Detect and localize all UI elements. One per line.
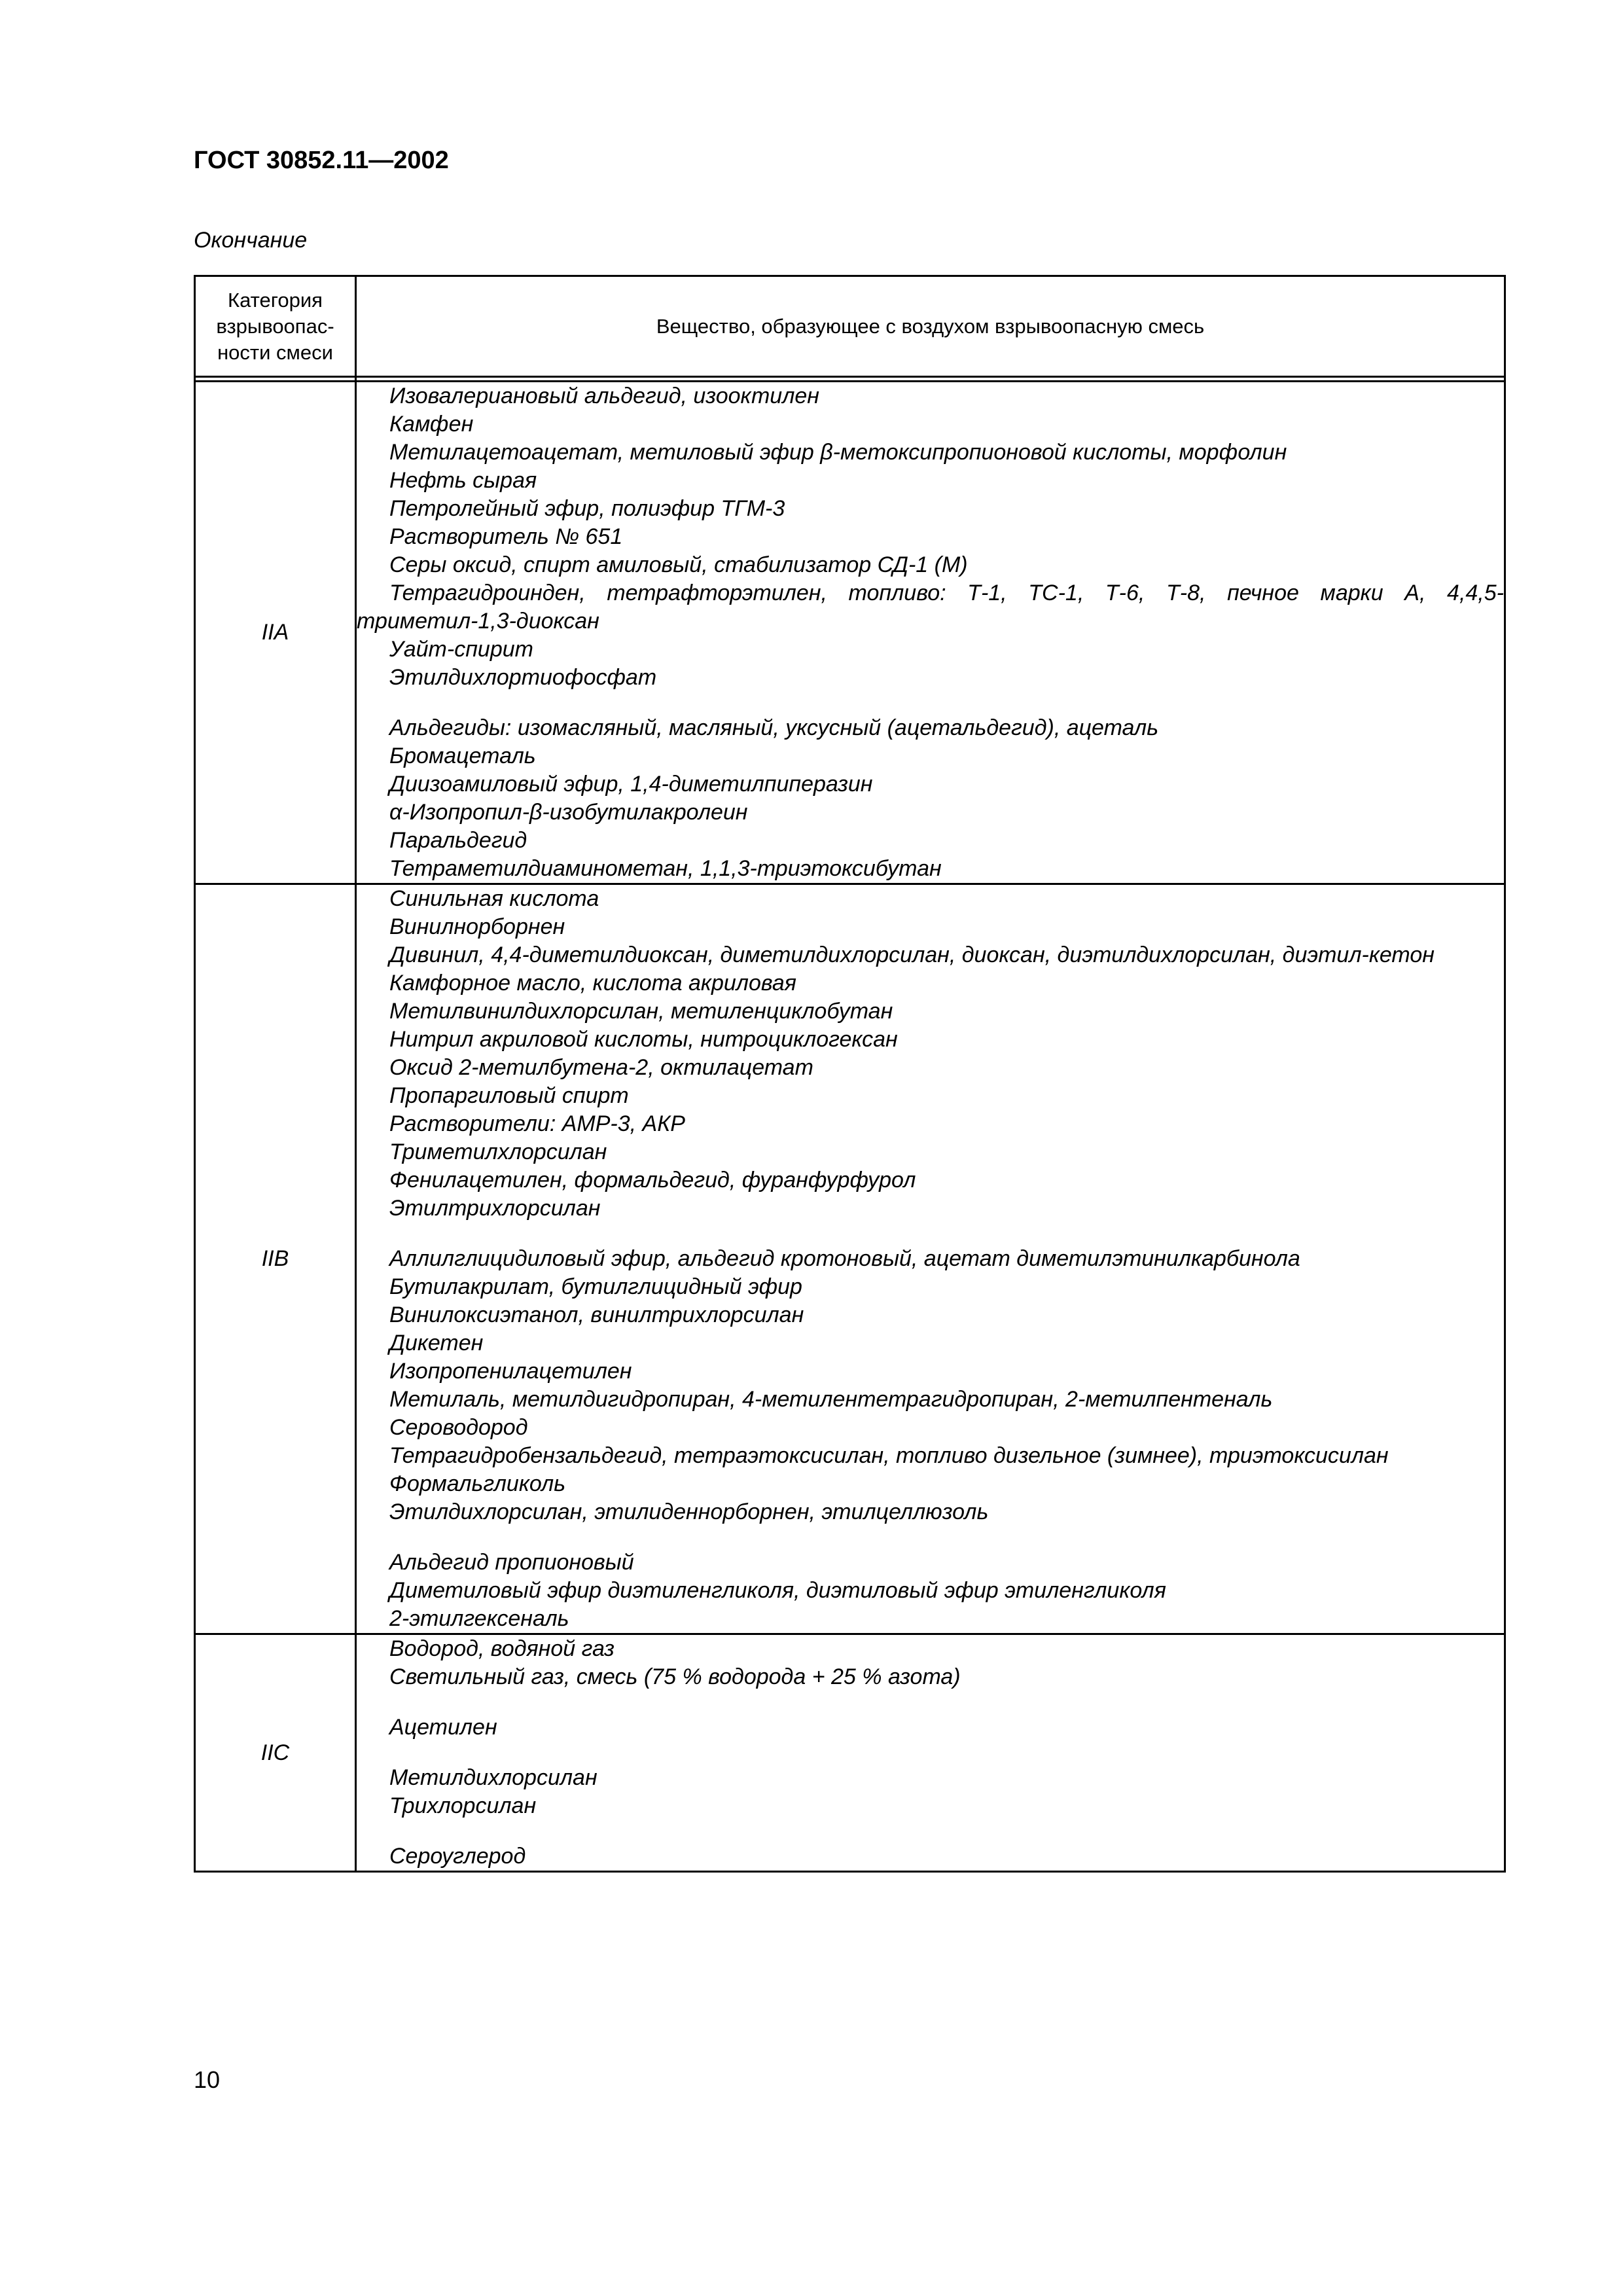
- substance-entry: Метилвинилдихлорсилан, метиленциклобутан: [389, 999, 893, 1024]
- page-number: 10: [194, 2066, 221, 2093]
- substance-entry: Изовалериановый альдегид, изооктилен: [389, 384, 819, 408]
- substance-entry: Винилоксиэтанол, винилтрихлорсилан: [389, 1302, 804, 1327]
- substances-cell: [356, 1634, 1505, 1872]
- substance-entry: Нефть сырая: [389, 468, 537, 493]
- substance-entry: Паральдегид: [389, 828, 527, 853]
- substance-entry: Бромацеталь: [389, 744, 536, 768]
- substance-entry: Водород, водяной газ: [389, 1636, 615, 1661]
- rule-cell: [195, 377, 356, 382]
- substances-cell: [356, 884, 1505, 1634]
- substance-entry: Винилнорборнен: [389, 914, 565, 939]
- substance-entry: Петролейный эфир, полиэфир ТГМ-3: [389, 496, 785, 521]
- substance-group: [357, 1549, 1504, 1633]
- substance-entry: α-Изопропил-β-изобутилакролеин: [389, 800, 748, 825]
- substance-entry: Аллилглицидиловый эфир, альдегид кротоновый, ацетат диметилэтинилкарбинола: [389, 1246, 1300, 1271]
- substance-group: [357, 1842, 1504, 1871]
- substance-entry: Ацетилен: [389, 1715, 497, 1740]
- substance-entry: Уайт-спирит: [389, 637, 533, 662]
- substance-entry: Трихлорсилан: [389, 1793, 537, 1818]
- substance-group: [357, 885, 1504, 1223]
- table-continuation-caption: Окончание: [194, 228, 308, 253]
- substance-entry: 2-этилгексеналь: [389, 1606, 569, 1631]
- substance-entry: Растворитель № 651: [389, 524, 623, 549]
- rule-cell: [356, 377, 1505, 382]
- table-row: [195, 1634, 1505, 1872]
- header-category: [195, 276, 356, 377]
- substance-entry: Оксид 2-метилбутена-2, октилацетат: [389, 1055, 813, 1080]
- table-header-row: [195, 276, 1505, 377]
- header-category-line: Категория: [228, 288, 323, 312]
- substance-entry: Сероуглерод: [389, 1844, 526, 1869]
- substance-entry: Фенилацетилен, формальдегид, фуранфурфурол: [389, 1168, 916, 1193]
- substance-entry: Диизоамиловый эфир, 1,4-диметилпиперазин: [389, 772, 873, 797]
- substance-entry: Формальгликоль: [389, 1471, 566, 1496]
- substance-entry: Синильная кислота: [389, 886, 599, 911]
- substance-group: [357, 1764, 1504, 1820]
- substances-cell: [356, 382, 1505, 884]
- substance-entry: Этилдихлорсилан, этилиденнорборнен, этилцеллюзоль: [389, 1499, 989, 1524]
- substance-group: [357, 714, 1504, 883]
- substance-entry: Светильный газ, смесь (75 % водорода + 25 % азота): [389, 1664, 961, 1689]
- category-cell: IIA: [195, 382, 356, 884]
- substance-entry: Альдегиды: изомасляный, масляный, уксусный (ацетальдегид), ацеталь: [389, 715, 1159, 740]
- substance-entry: Сероводород: [389, 1415, 528, 1440]
- table-row: [195, 382, 1505, 884]
- substance-entry: Метилдихлорсилан: [389, 1765, 597, 1790]
- substance-entry: Серы оксид, спирт амиловый, стабилизатор СД-1 (М): [389, 552, 968, 577]
- category-cell: IIC: [195, 1634, 356, 1872]
- document-title: ГОСТ 30852.11—2002: [194, 147, 449, 174]
- substance-entry: Метилаль, метилдигидропиран, 4-метилентетрагидропиран, 2-метилпентеналь: [389, 1387, 1273, 1412]
- substance-group: [357, 382, 1504, 692]
- substance-entry: Диметиловый эфир диэтиленгликоля, диэтиловый эфир этиленгликоля: [389, 1578, 1166, 1603]
- substance-entry: Дивинил, 4,4-диметилдиоксан, диметилдихлорсилан, диоксан, диэтилдихлорсилан, диэтил-кетон: [389, 942, 1435, 967]
- substances-table: [194, 275, 1506, 1873]
- substance-entry: Бутилакрилат, бутилглицидный эфир: [389, 1274, 802, 1299]
- substance-entry: Альдегид пропионовый: [389, 1550, 634, 1575]
- header-category-line: взрывоопас-: [216, 314, 334, 338]
- substance-entry: Растворители: АМР-3, АКР: [389, 1111, 685, 1136]
- substance-entry: Камфен: [389, 412, 474, 437]
- substance-group: [357, 1635, 1504, 1691]
- substance-entry: Пропаргиловый спирт: [389, 1083, 629, 1108]
- header-double-rule: [195, 377, 1505, 382]
- header-substance: Вещество, образующее с воздухом взрывоопасную смесь: [356, 276, 1505, 377]
- category-cell: IIB: [195, 884, 356, 1634]
- substance-entry: Нитрил акриловой кислоты, нитроциклогексан: [389, 1027, 898, 1052]
- substance-entry: Этилдихлортиофосфат: [389, 665, 657, 690]
- table-row: [195, 884, 1505, 1634]
- substance-entry: Дикетен: [389, 1331, 484, 1355]
- substance-entry: Тетраметилдиаминометан, 1,1,3-триэтоксибутан: [389, 856, 942, 881]
- substance-entry: Тетрагидробензальдегид, тетраэтоксисилан, топливо дизельное (зимнее), триэтоксисилан: [389, 1443, 1389, 1468]
- substance-entry: Тетрагидроинден, тетрафторэтилен, топливо: Т-1, ТС-1, Т-6, Т-8, печное марки А, 4,4,5-триметил-1,3-диоксан: [357, 581, 1504, 634]
- substance-entry: Триметилхлорсилан: [389, 1139, 607, 1164]
- substance-group: [357, 1713, 1504, 1742]
- substance-group: [357, 1245, 1504, 1526]
- substance-entry: Этилтрихлорсилан: [389, 1196, 601, 1221]
- substance-entry: Метилацетоацетат, метиловый эфир β-метоксипропионовой кислоты, морфолин: [389, 440, 1287, 465]
- table-body: [195, 382, 1505, 1872]
- substance-entry: Камфорное масло, кислота акриловая: [389, 971, 796, 996]
- substance-entry: Изопропенилацетилен: [389, 1359, 632, 1384]
- header-category-line: ности смеси: [217, 340, 333, 364]
